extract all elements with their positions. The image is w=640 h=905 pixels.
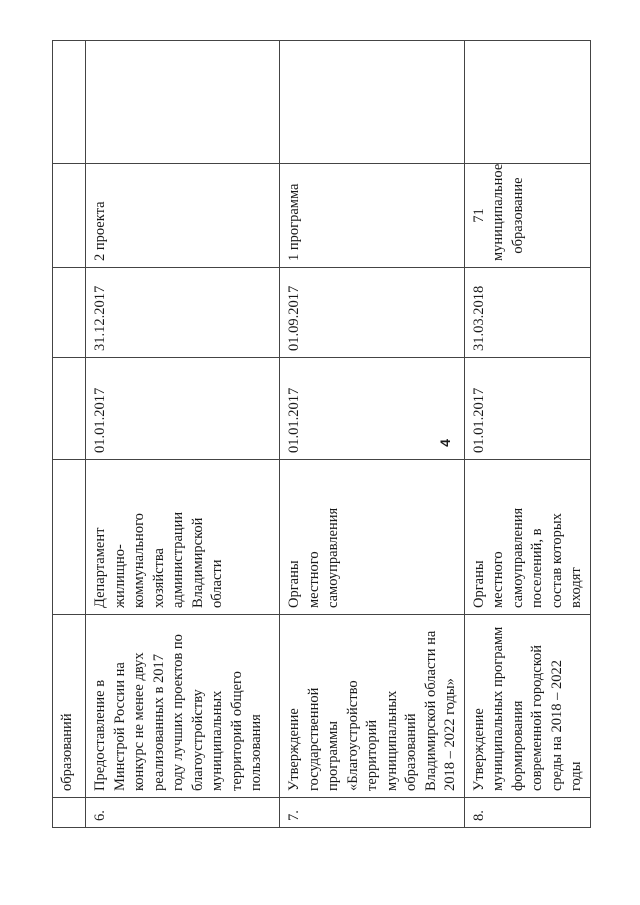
cell-start-date: 01.01.2017: [86, 358, 280, 460]
cell-line: 1 программа: [286, 183, 302, 261]
cell-line: годы: [568, 761, 584, 791]
cell-result: [464, 164, 590, 268]
cell-line: формирования: [509, 700, 526, 791]
cell-line: Департамент: [92, 527, 108, 608]
cell-responsible: [86, 460, 280, 615]
cell-line: Владимирской: [189, 517, 206, 608]
cell-line: Утверждение: [286, 708, 302, 791]
cell-line: реализованных в 2017: [150, 653, 167, 791]
cell-line: коммунального: [131, 513, 147, 608]
cell-line: Минстрой России на: [111, 662, 128, 791]
cell-line: местного: [305, 551, 322, 608]
cell-responsible: [280, 460, 465, 615]
cell-line: образований: [403, 713, 419, 791]
cell-num: [53, 798, 86, 828]
cell-event: [280, 615, 465, 798]
cell-line: «Благоустройство: [344, 680, 361, 791]
cell-line: пользования: [248, 714, 264, 791]
cell-line: году лучших проектов по: [170, 634, 186, 791]
cell-line: области: [209, 559, 225, 608]
cell-continuation: образований: [53, 615, 86, 798]
cell-num: 6.: [86, 798, 280, 828]
cell-line: образование: [509, 177, 526, 254]
plan-table: [52, 40, 591, 828]
cell-line: муниципальных: [383, 690, 400, 791]
cell-line: 71: [470, 208, 487, 223]
cell-line: Органы: [286, 560, 302, 608]
cell-num: 7.: [280, 798, 465, 828]
cell-result: [280, 164, 465, 268]
cell-line: Утверждение: [470, 708, 487, 791]
cell-line: самоуправления: [509, 507, 526, 608]
cell-note: [280, 41, 465, 164]
cell-num: 8.: [464, 798, 590, 828]
cell-line: территорий общего: [228, 671, 245, 791]
cell-end-date: 31.12.2017: [86, 268, 280, 358]
cell-note: [464, 41, 590, 164]
cell-line: 2018 – 2022 годы»: [442, 678, 458, 791]
cell-line: Владимирской области на: [422, 630, 439, 791]
cell-line: хозяйства: [150, 548, 167, 608]
cell-start-date: 01.01.2017: [280, 358, 465, 460]
cell-end-date: 01.09.2017: [280, 268, 465, 358]
cell-line: 2 проекта: [92, 201, 108, 261]
table-row: [280, 41, 465, 828]
cell-line: муниципальных программ: [490, 626, 506, 791]
cell-line: конкурс не менее двух: [131, 652, 147, 791]
cell-line: территорий: [364, 719, 380, 791]
cell-responsible: [464, 460, 590, 615]
cell-line: среды на 2018 – 2022: [548, 660, 565, 791]
cell-line: самоуправления: [325, 507, 341, 608]
cell-end-date: 31.03.2018: [464, 268, 590, 358]
cell-line: жилищно-: [111, 544, 128, 608]
cell-line: государственной: [305, 687, 322, 791]
cell-line: входят: [568, 567, 584, 608]
table-row: [464, 41, 590, 828]
cell-note: [86, 41, 280, 164]
cell-line: программы: [325, 721, 341, 791]
cell-line: поселений, в: [529, 528, 545, 608]
cell-line: местного: [490, 551, 506, 608]
cell-start-date: 01.01.2017: [464, 358, 590, 460]
cell-event: [86, 615, 280, 798]
table-row: [86, 41, 280, 828]
cell-line: Предоставление в: [92, 679, 108, 791]
cell-result: [86, 164, 280, 268]
cell-line: состав которых: [548, 513, 565, 608]
cell-event: [464, 615, 590, 798]
cell-line: благоустройству: [189, 689, 206, 791]
cell-line: муниципальное: [490, 163, 506, 261]
page-number: 4: [437, 439, 453, 447]
table-row-continuation: [53, 41, 86, 828]
cell-line: администрации: [170, 511, 186, 608]
cell-line: Органы: [470, 560, 487, 608]
cell-line: современной городской: [529, 644, 545, 791]
cell-line: муниципальных: [209, 690, 225, 791]
